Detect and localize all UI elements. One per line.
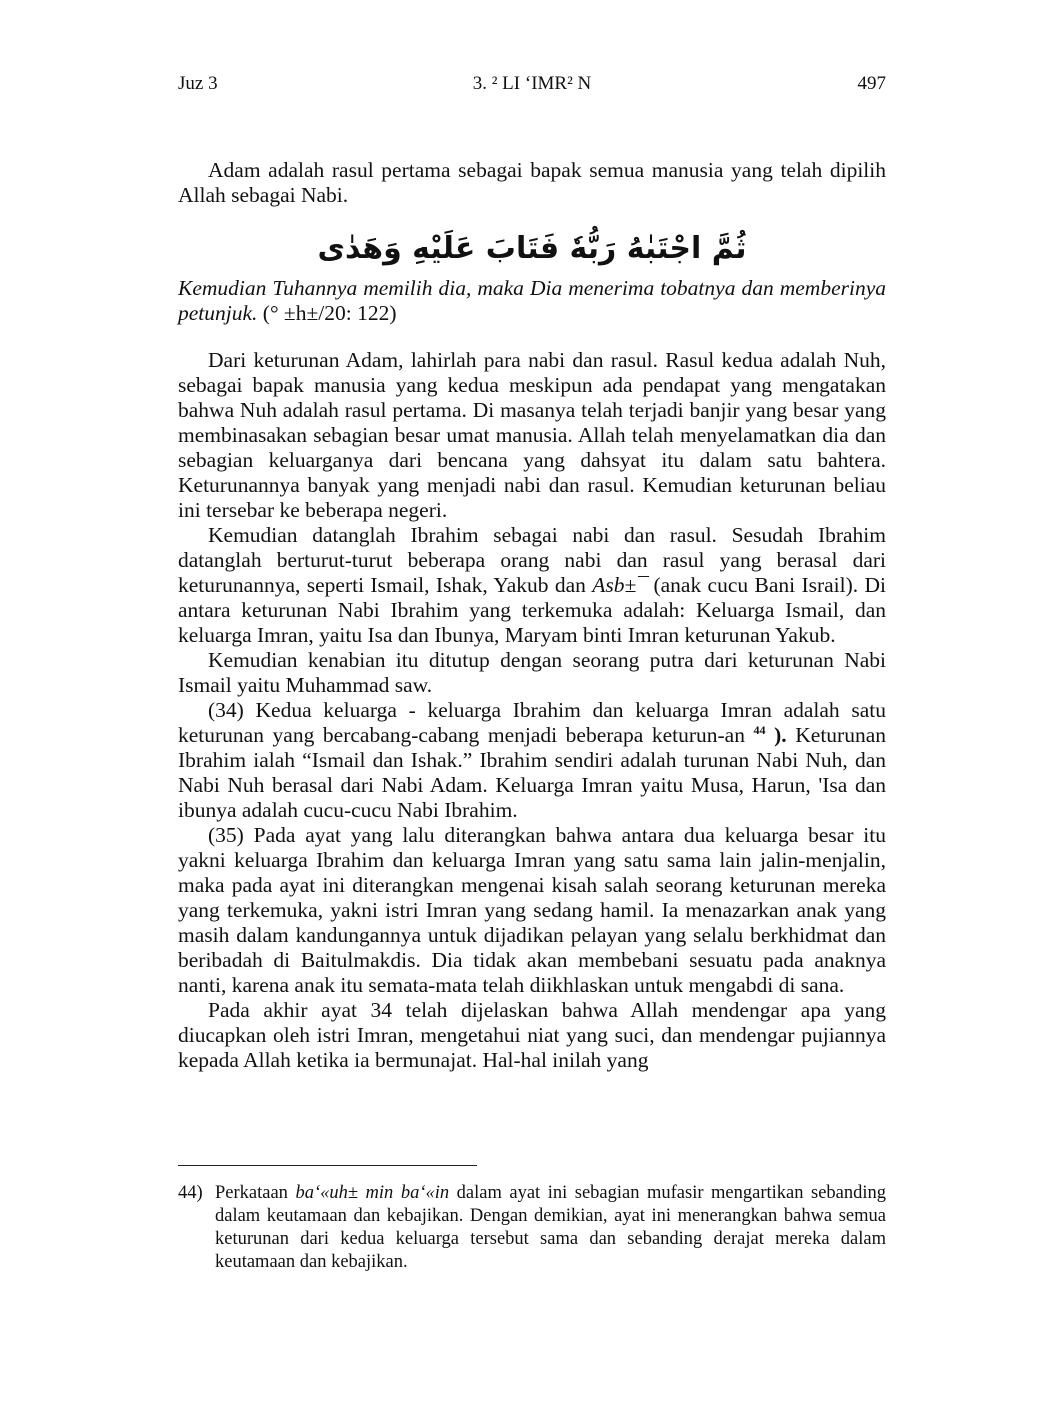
page-number: 497 bbox=[857, 73, 886, 94]
footnote-rest: dalam ayat ini sebagian mufasir mengartikan sebanding dalam keutamaan dan kebajikan. Dengan demikian, ayat ini menerangkan bahwa semua keturunan dari kedua keluarga tersebut sama dan sebanding derajat mereka dalam keutamaan dan kebajikan. bbox=[215, 1183, 887, 1272]
paragraph-34-text: (34) Kedua keluarga - keluarga Ibrahim dan keluarga Imran adalah satu keturunan yang bercabang-cabang menjadi beberapa keturun-an bbox=[178, 698, 886, 747]
footnote-text bbox=[215, 1182, 886, 1274]
footnote-divider bbox=[178, 1165, 477, 1166]
page-header bbox=[178, 73, 886, 97]
paragraph-34-rest: Keturunan Ibrahim ialah “Ismail dan Ishak.” Ibrahim sendiri adalah turunan Nabi Nuh, dan Nabi Nuh berasal dari Nabi Adam. Keluarga Imran yaitu Musa, Harun, 'Isa dan ibunya adalah cucu-cucu Nabi Ibrahim. bbox=[178, 723, 886, 822]
paragraph-ibrahim-rest: (anak cucu Bani Israil). Di antara keturunan Nabi Ibrahim yang terkemuka adalah: Keluarga Ismail, dan keluarga Imran, yaitu Isa dan Ibunya, Maryam binti Imran keturunan Yakub. bbox=[178, 573, 887, 647]
paragraph-nuh: Dari keturunan Adam, lahirlah para nabi dan rasul. Rasul kedua adalah Nuh, sebagai bapak manusia yang kedua meskipun ada pendapat yang mengatakan bahwa Nuh adalah rasul pertama. Di masanya telah terjadi banjir yang besar yang membinasakan sebagian besar umat manusia. Allah telah menyelamatkan dia dan sebagian keluarganya dari bencana yang dahsyat itu dalam satu bahtera. Keturunannya banyak yang menjadi nabi dan rasul. Kemudian keturunan beliau ini tersebar ke beberapa negeri. bbox=[178, 348, 886, 522]
juz-label: Juz 3 bbox=[178, 73, 218, 94]
footnote-lead: Perkataan bbox=[215, 1183, 288, 1203]
intro-paragraph: Adam adalah rasul pertama sebagai bapak semua manusia yang telah dipilih Allah sebagai Nabi. bbox=[178, 158, 886, 207]
verse-translation bbox=[178, 276, 886, 326]
verse-reference: (° ±h±/20: 122) bbox=[262, 301, 397, 325]
footnote-ref-44[interactable]: 44 bbox=[753, 723, 766, 737]
surah-title: 3. ² LI ‘IMR² N bbox=[472, 73, 592, 94]
paragraph-34 bbox=[178, 698, 886, 823]
paragraph-ayat-34: Pada akhir ayat 34 telah dijelaskan bahwa Allah mendengar apa yang diucapkan oleh istri Imran, mengetahui niat yang suci, dan mendengar pujiannya kepada Allah ketika ia bermunajat. Hal-hal inilah yang bbox=[178, 998, 886, 1072]
footnote-number: 44) bbox=[178, 1183, 203, 1203]
footnote-term: ba‘«uh± min ba‘«in bbox=[295, 1183, 450, 1203]
translation-text: Kemudian Tuhannya memilih dia, maka Dia menerima tobatnya dan memberinya petunjuk. bbox=[178, 276, 886, 325]
asbat-term: Asb±¯ bbox=[592, 573, 648, 597]
paragraph-ibrahim-text: Kemudian datanglah Ibrahim sebagai nabi dan rasul. Sesudah Ibrahim datanglah berturut-turut beberapa orang nabi dan rasul yang berasal dari keturunannya, seperti Ismail, Ishak, Yakub dan bbox=[178, 523, 886, 597]
paragraph-35: (35) Pada ayat yang lalu diterangkan bahwa antara dua keluarga besar itu yakni keluarga Ibrahim dan keluarga Imran yang satu sama lain jalin-menjalin, maka pada ayat ini diterangkan mengenai kisah salah seorang keturunan mereka yang terkemuka, yakni istri Imran yang sedang hamil. Ia menazarkan anak yang masih dalam kandungannya untuk dijadikan pelayan yang selalu berkhidmat dan beribadah di Baitulmakdis. Dia tidak akan membebani sesuatu pada anaknya nanti, karena anak itu semata-mata telah diikhlaskan untuk mengabdi di sana. bbox=[178, 823, 886, 997]
paragraph-ibrahim bbox=[178, 523, 886, 648]
footnote-44 bbox=[178, 1182, 886, 1274]
page-body bbox=[178, 158, 886, 1073]
paragraph-34-close: ). bbox=[774, 723, 787, 747]
paragraph-muhammad: Kemudian kenabian itu ditutup dengan seorang putra dari keturunan Nabi Ismail yaitu Muhammad saw. bbox=[178, 648, 886, 697]
arabic-verse: ثُمَّ اجْتَبٰهُ رَبُّهٗ فَتَابَ عَلَيْهِ وَهَدٰى bbox=[317, 231, 747, 266]
